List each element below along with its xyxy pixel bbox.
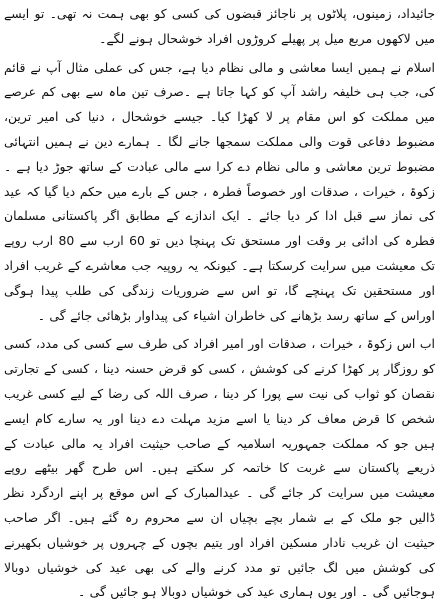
paragraph-1: جائیداد، زمینوں، پلاٹوں پر ناجائز قبضوں کی کسی کو بھی ہمت نہ تھی۔ تو ایسے میں لاکھوں مربع میل پر پھیلے کروڑوں افراد خوشحال ہونے لگے۔ (4, 6, 435, 46)
paragraph-2: اسلام نے ہمیں ایسا معاشی و مالی نظام دیا ہے، جس کی عملی مثال آپ نے قائم کی، جب ہی خلیفہ راشد آپ کو کہا جاتا ہے ۔صرف تین ماہ سے بھی کم عرصے میں مملکت کو اس مقام پر لا کھڑا کیا۔ جیسے خوشحال ، دنیا کی امیر ترین، مضبوط دفاعی قوت والی مملکت سمجھا جانے لگا ۔ ہمارے دین نے ہمیں انتہائی مضبوط ترین معاشی و مالی نظام دے کرا سے مالی عبادت کے ساتھ جوڑ دیا ہے ۔ زکوۃ ، خیرات ، صدقات اور خصوصاً فطرہ ، جس کے بارے میں حکم دیا گیا کہ عید کی نماز سے قبل ادا کر دیا جائے ۔ ایک اندازے کے مطابق اگر پاکستانی مسلمان فطرہ کی ادائی بر وقت اور مستحق تک پہنچا دیں تو 60 ارب سے 80 ارب روپے تک معیشت میں سرایت کرسکتا ہے۔ کیونکہ یہ روپیہ جب معاشرے کے غریب افراد اور مستحقین تک پہنچے گا، تو اس سے ضروریات زندگی کی طلب پیدا ہوگی اوراس کے ساتھ رسد بڑھانے کی خاطران اشیاء کی پیداوار بڑھائی جائے گی ۔ (4, 59, 435, 323)
paragraph-3: اب اس زکوۃ ، خیرات ، صدقات اور امیر افراد کی طرف سے کسی کی مدد، کسی کو روزگار پر کھڑا کرنے کی کوشش ، کسی کو قرض حسنہ دینا ، کسی کے تجارتی نقصان کو ثواب کی نیت سے پورا کر دینا ، صرف اللہ کی رضا کے لیے کسی غریب شخص کا قرض معاف کر دینا یا اسے مزید مہلت دے دینا اور یہ سارے کام ایسے ہیں جو کہ مملکت جمہوریہ اسلامیہ کے صاحب حیثیت افراد یہ مالی عبادت کے ذریعے پاکستان سے غربت کا خاتمہ کر سکتے ہیں۔ اس طرح گھر بیٹھے روپے معیشت میں سرایت کر جائے گی ۔ عیدالمبارک کے اس موقع پر اپنے اردگرد نظر ڈالیں جو ملک کے بے شمار بچے بچیاں ان سے محروم رہ گئے ہیں۔ اگر صاحب حیثیت ان غریب نادار مسکین افراد اور یتیم بچوں کے چہروں پر خوشیاں بکھیرنے کی کوشش میں لگ جائیں تو مدد کرنے والے کی بھی عید کی خوشیاں دوبالا ہوجائیں گی ۔ اور یوں ہماری عید کی خوشیاں دوبالا ہو جائیں گی ۔ (4, 336, 435, 600)
